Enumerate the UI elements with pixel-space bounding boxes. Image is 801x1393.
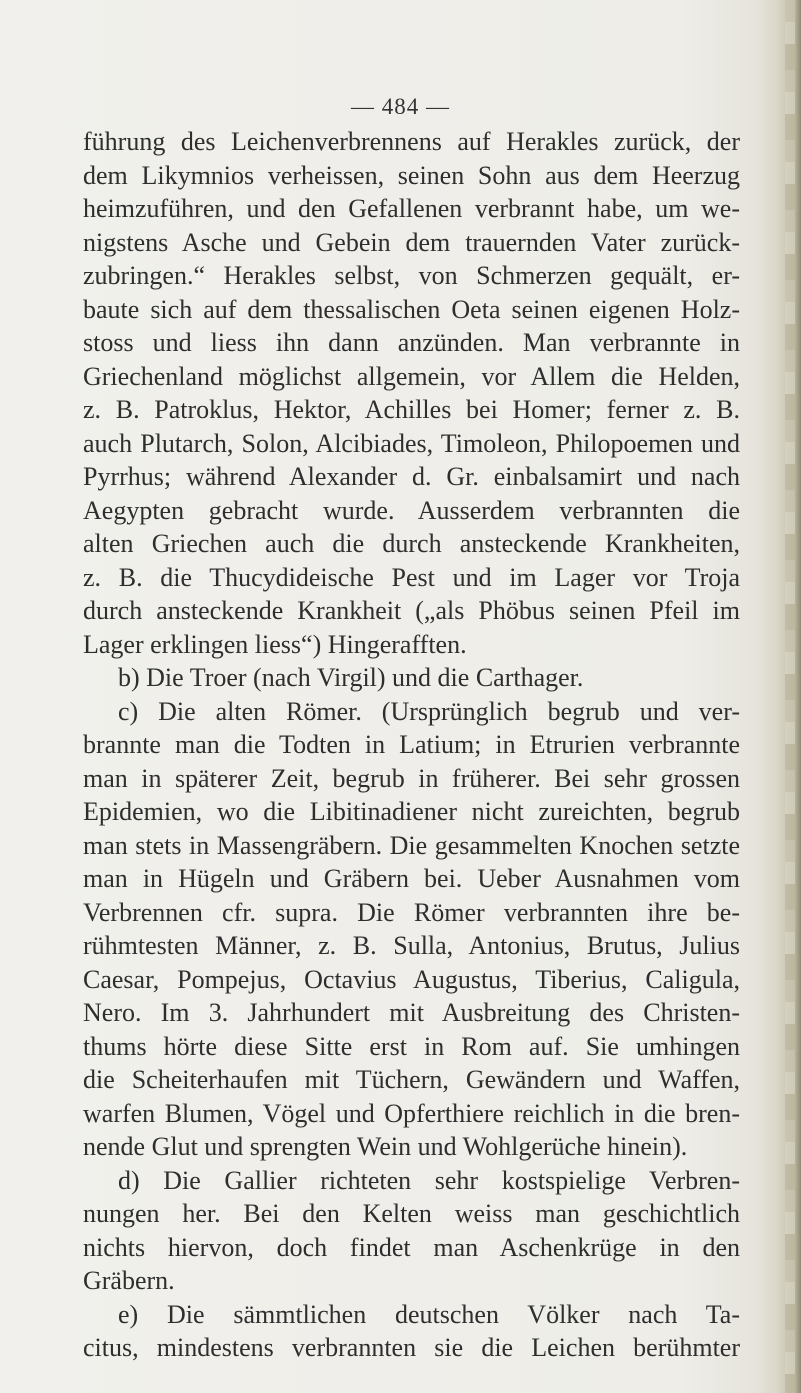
section-e-heading: e) Die sämmtlichen deutschen Völker nach Ta- <box>118 1299 740 1329</box>
text-line: auch Plutarch, Solon, Alcibiades, Timoleon, Philopoemen und <box>83 428 740 458</box>
text-line: man stets in Massengräbern. Die gesammelten Knochen setzte <box>83 830 740 860</box>
text-line: thums hörte diese Sitte erst in Rom auf. Sie umhingen <box>83 1031 740 1061</box>
text-line: nichts hiervon, doch findet man Aschenkrüge in den <box>83 1232 740 1262</box>
text-line: Aegypten gebracht wurde. Ausserdem verbrannten die <box>83 495 740 525</box>
text-line: Epidemien, wo die Libitinadiener nicht zureichten, begrub <box>83 797 740 826</box>
text-line: z. B. die Thucydideische Pest und im Lager vor Troja <box>83 562 740 592</box>
text-line: man in Hügeln und Gräbern bei. Ueber Ausnahmen vom <box>83 864 740 893</box>
text-line: führung des Leichenverbrennens auf Herakles zurück, der <box>83 127 740 156</box>
text-line: Verbrennen cfr. supra. Die Römer verbrannten ihre be- <box>83 897 740 927</box>
text-line: citus, mindestens verbrannten sie die Leichen berühmter <box>83 1333 740 1362</box>
section-b-heading: b) Die Troer (nach Virgil) und die Carthager. <box>118 663 584 692</box>
body-text <box>83 125 740 1365</box>
text-line: Gräbern. <box>83 1266 175 1295</box>
text-line: nungen her. Bei den Kelten weiss man geschichtlich <box>83 1199 740 1228</box>
section-c-heading: c) Die alten Römer. (Ursprünglich begrub und ver- <box>118 696 740 726</box>
page-edge-strip <box>785 0 795 1393</box>
text-line: die Scheiterhaufen mit Tüchern, Gewändern und Waffen, <box>83 1065 740 1094</box>
text-line: warfen Blumen, Vögel und Opferthiere reichlich in die bren- <box>83 1098 740 1128</box>
text-line: z. B. Patroklus, Hektor, Achilles bei Homer; ferner z. B. <box>83 395 740 424</box>
text-line: dem Likymnios verheissen, seinen Sohn aus dem Heerzug <box>83 160 740 190</box>
text-line: man in späterer Zeit, begrub in früherer. Bei sehr grossen <box>83 763 740 793</box>
text-line: Griechenland möglichst allgemein, vor Allem die Helden, <box>83 361 740 391</box>
text-line: Pyrrhus; während Alexander d. Gr. einbalsamirt und nach <box>83 462 740 491</box>
text-line: Nero. Im 3. Jahrhundert mit Ausbreitung des Christen- <box>83 998 740 1027</box>
text-line: nigstens Asche und Gebein dem trauernden Vater zurück- <box>83 227 740 257</box>
text-line: baute sich auf dem thessalischen Oeta seinen eigenen Holz- <box>83 294 740 324</box>
text-line: Caesar, Pompejus, Octavius Augustus, Tiberius, Caligula, <box>83 964 740 994</box>
text-line: rühmtesten Männer, z. B. Sulla, Antonius, Brutus, Julius <box>83 931 740 960</box>
page-number: — 484 — <box>351 94 450 119</box>
text-line: stoss und liess ihn dann anzünden. Man verbrannte in <box>83 328 740 357</box>
text-line: Lager erklingen liess“) Hingerafften. <box>83 629 467 659</box>
text-line: brannte man die Todten in Latium; in Etrurien verbrannte <box>83 730 740 759</box>
section-d-heading: d) Die Gallier richteten sehr kostspielige Verbren- <box>118 1165 740 1195</box>
text-line: zubringen.“ Herakles selbst, von Schmerzen gequält, er- <box>83 261 740 290</box>
page-edge-shadow <box>761 0 801 1393</box>
text-line: durch ansteckende Krankheit („als Phöbus seinen Pfeil im <box>83 596 740 625</box>
text-line: alten Griechen auch die durch ansteckende Krankheiten, <box>83 529 740 558</box>
text-line: heimzuführen, und den Gefallenen verbrannt habe, um we- <box>83 194 740 223</box>
text-line: nende Glut und sprengten Wein und Wohlgerüche hinein). <box>83 1132 688 1161</box>
